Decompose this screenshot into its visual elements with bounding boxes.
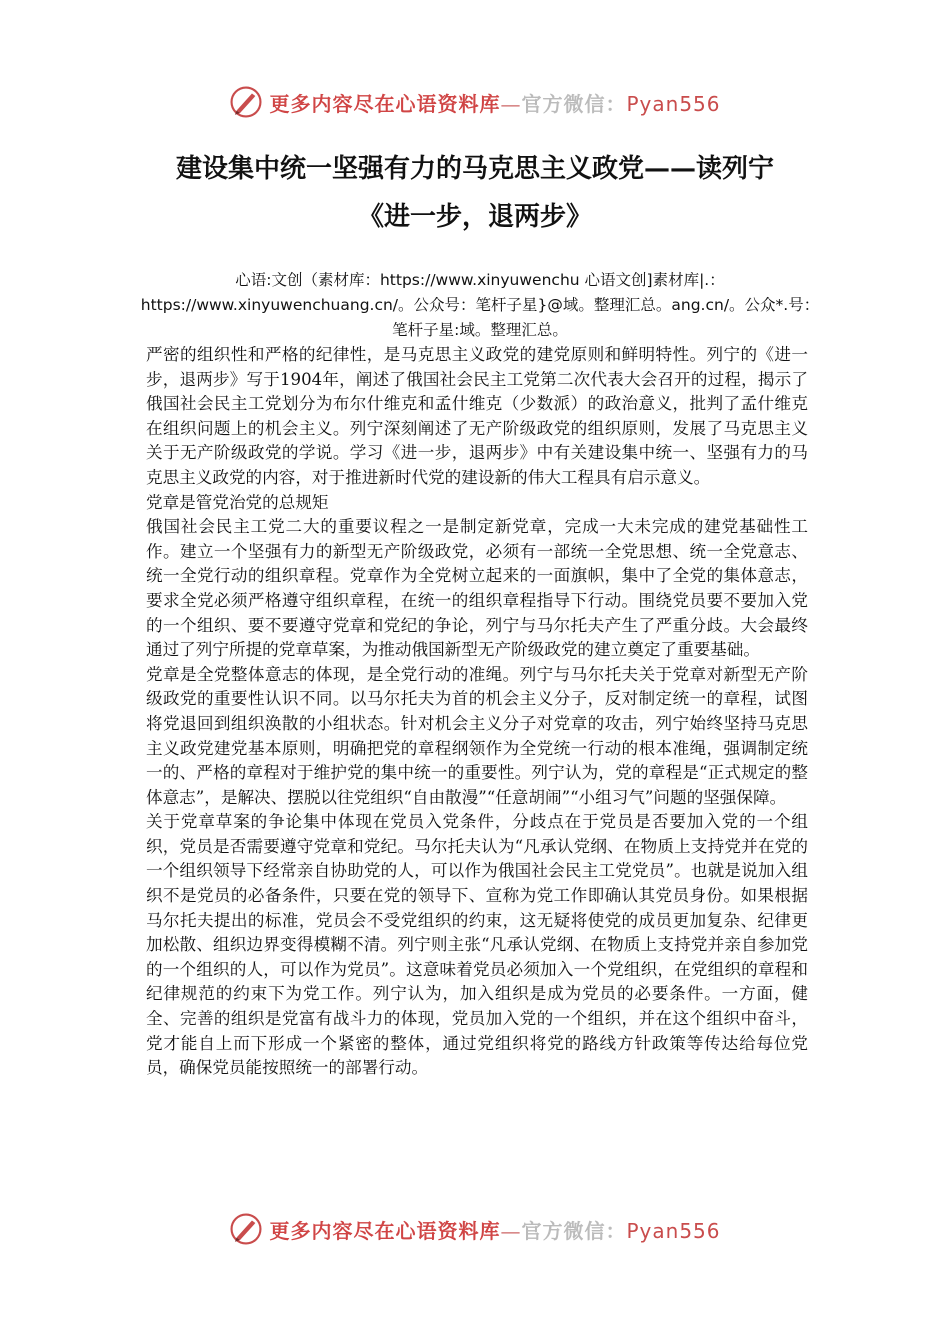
banner-wechat-id: Pyan556 xyxy=(626,91,721,116)
pen-logo-icon xyxy=(229,1212,263,1246)
paragraph-intro: 严密的组织性和严格的纪律性，是马克思主义政党的建党原则和鲜明特性。列宁的《进一步，退两步》写于1904年，阐述了俄国社会民主工党第二次代表大会召开的过程，揭示了俄国社会民主工党划分为布尔什维克和孟什维克（少数派）的政治意义，批判了孟什维克在组织问题上的机会主义。列宁深刻阐述了无产阶级政党的组织原则，发展了马克思主义关于无产阶级政党的学说。学习《进一步，退两步》中有关建设集中统一、坚强有力的马克思主义政党的内容，对于推进新时代党的建设新的伟大工程具有启示意义。 xyxy=(146,345,808,487)
pen-logo-icon xyxy=(229,85,263,119)
banner-main-text: 更多内容尽在心语资料库 xyxy=(269,91,501,116)
section-heading: 党章是管党治党的总规矩 xyxy=(146,492,329,512)
document-title xyxy=(60,145,890,241)
banner-dash: — xyxy=(500,91,522,116)
banner-official-label: 官方微信： xyxy=(521,1218,627,1243)
title-line-2: 《进一步，退两步》 xyxy=(357,202,592,232)
banner-dash: — xyxy=(500,1218,522,1243)
paragraph: 俄国社会民主工党二大的重要议程之一是制定新党章，完成一大未完成的建党基础性工作。建立一个坚强有力的新型无产阶级政党，必须有一部统一全党思想、统一全党意志、统一全党行动的组织章程。党章作为全党树立起来的一面旗帜，集中了全党的集体意志，要求全党必须严格遵守组织章程，在统一的组织章程指导下行动。围绕党员要不要加入党的一个组织、要不要遵守党章和党纪的争论，列宁与马尔托夫产生了严重分歧。大会最终通过了列宁所提的党章草案，为推动俄国新型无产阶级政党的建立奠定了重要基础。 xyxy=(146,517,808,660)
header-banner xyxy=(0,80,950,124)
title-line-1: 建设集中统一坚强有力的马克思主义政党——读列宁 xyxy=(175,154,774,184)
banner-main-text: 更多内容尽在心语资料库 xyxy=(269,1218,501,1243)
banner-official-label: 官方微信： xyxy=(521,91,627,116)
banner-text xyxy=(269,1215,720,1244)
footer-banner xyxy=(0,1207,950,1251)
paragraph: 党章是全党整体意志的体现，是全党行动的准绳。列宁与马尔托夫关于党章对新型无产阶级政党的重要性认识不同。以马尔托夫为首的机会主义分子，反对制定统一的章程，试图将党退回到组织涣散的小组状态。针对机会主义分子对党章的攻击，列宁始终坚持马克思主义政党建党基本原则，明确把党的章程纲领作为全党统一行动的根本准绳，强调制定统一的、严格的章程对于维护党的集中统一的重要性。列宁认为，党的章程是“正式规定的整体意志”，是解决、摆脱以往党组织“自由散漫”“任意胡闹”“小组习气”问题的坚强保障。 xyxy=(146,664,808,807)
banner-wechat-id: Pyan556 xyxy=(626,1218,721,1243)
source-note: 心语:文创（素材库：https://www.xinyuwenchu 心语文创]素材库|.：https://www.xinyuwenchuang.cn/。公众号：笔杆子星}@域。整理汇总。ang.cn/。公众*.号：笔杆子星:域。整理汇总。 xyxy=(140,271,820,339)
banner-text xyxy=(269,88,720,117)
document-body xyxy=(146,343,808,1081)
paragraph: 关于党章草案的争论集中体现在党员入党条件，分歧点在于党员是否要加入党的一个组织，党员是否需要遵守党章和党纪。马尔托夫认为“凡承认党纲、在物质上支持党并在党的一个组织领导下经常亲自协助党的人，可以作为俄国社会民主工党党员”。也就是说加入组织不是党员的必备条件，只要在党的领导下、宣称为党工作即确认其党员身份。如果根据马尔托夫提出的标准，党员会不受党组织的约束，这无疑将使党的成员更加复杂、纪律更加松散、组织边界变得模糊不清。列宁则主张“凡承认党纲、在物质上支持党并亲自参加党的一个组织的人，可以作为党员”。这意味着党员必须加入一个党组织，在党组织的章程和纪律规范的约束下为党工作。列宁认为，加入组织是成为党员的必要条件。一方面，健全、完善的组织是党富有战斗力的体现，党员加入党的一个组织，并在这个组织中奋斗，党才能自上而下形成一个紧密的整体，通过党组织将党的路线方针政策等传达给每位党员，确保党员能按照统一的部署行动。 xyxy=(146,812,808,1078)
